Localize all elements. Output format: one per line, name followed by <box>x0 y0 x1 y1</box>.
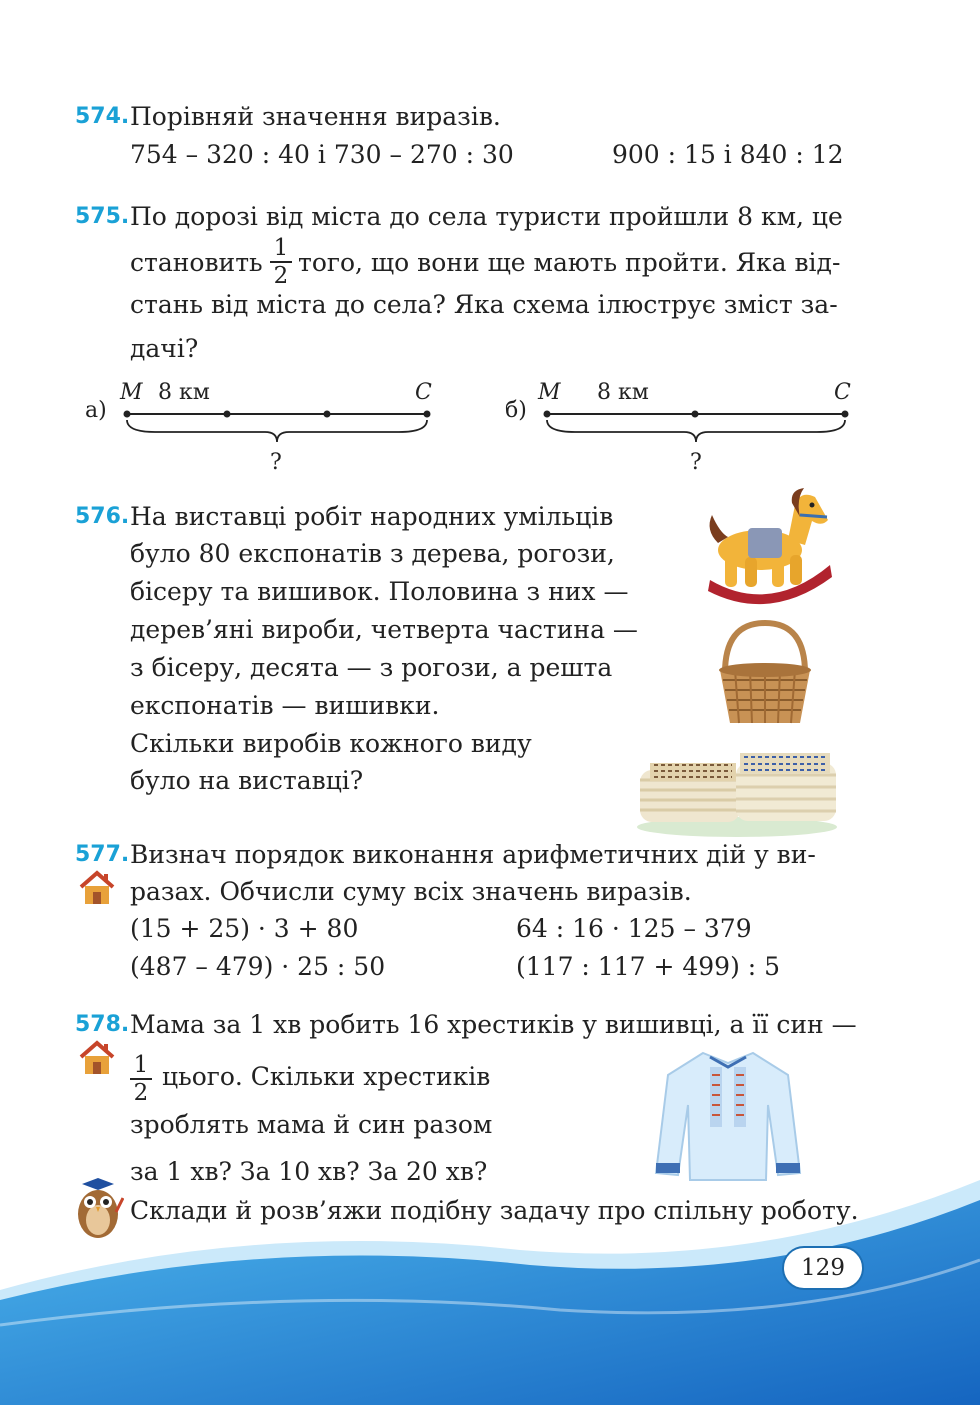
problem-578-line-4: за 1 хв? За 10 хв? За 20 хв? <box>130 1157 488 1186</box>
problem-578-number: 578. <box>75 1012 130 1037</box>
basket-image <box>715 618 815 728</box>
problem-578-line-2: цього. Скільки хрестиків <box>162 1062 491 1091</box>
fraction-denominator: 2 <box>133 1080 149 1106</box>
problem-575-line-1: По дорозі від міста до села туристи пройшли 8 км, це <box>130 202 843 231</box>
problem-576-line: бісеру та вишивок. Половина з них — <box>130 577 629 606</box>
diagram-b-label: б) <box>505 398 527 423</box>
problem-575-line-2b: того, що вони ще мають пройти. Яка від- <box>298 248 841 277</box>
problem-577-expression-4: (117 : 117 + 499) : 5 <box>516 952 781 981</box>
problem-578-line-3: зроблять мама й син разом <box>130 1110 493 1139</box>
embroidered-towels-image <box>632 745 842 840</box>
diagram-b-segment <box>535 400 865 450</box>
home-icon <box>77 1040 117 1076</box>
fraction-numerator: 1 <box>273 235 289 261</box>
diagram-a-end: C <box>415 380 432 405</box>
fraction-numerator: 1 <box>133 1052 149 1078</box>
rocking-horse-image <box>700 485 840 610</box>
diagram-a-distance: 8 км <box>158 380 210 405</box>
diagram-a-label: а) <box>85 398 107 423</box>
problem-576-line: дерев’яні вироби, четверта частина — <box>130 615 638 644</box>
problem-576-line: було 80 експонатів з дерева, рогози, <box>130 539 615 568</box>
problem-578-line-1: Мама за 1 хв робить 16 хрестиків у вишивці, а її син — <box>130 1010 857 1039</box>
diagram-b-end: C <box>834 380 851 405</box>
diagram-a-segment <box>115 400 445 450</box>
diagram-a-question: ? <box>270 450 282 475</box>
diagram-b-start: M <box>538 380 561 405</box>
problem-576-line: експонатів — вишивки. <box>130 691 440 720</box>
problem-575-fraction <box>270 236 292 288</box>
problem-577-expression-1: (15 + 25) · 3 + 80 <box>130 914 359 943</box>
problem-576-line: Скільки виробів кожного виду <box>130 729 532 758</box>
problem-575-line-2a: становить <box>130 248 263 277</box>
problem-576-line: було на виставці? <box>130 766 364 795</box>
diagram-b-question: ? <box>690 450 702 475</box>
problem-578-line-5: Склади й розв’яжи подібну задачу про спільну роботу. <box>130 1196 859 1225</box>
problem-577-number: 577. <box>75 842 130 867</box>
problem-574-expression-2: 900 : 15 і 840 : 12 <box>612 140 844 169</box>
problem-576-line: На виставці робіт народних умільців <box>130 502 614 531</box>
problem-574-expression-1: 754 – 320 : 40 і 730 – 270 : 30 <box>130 140 514 169</box>
diagram-b-distance: 8 км <box>597 380 649 405</box>
problem-576-number: 576. <box>75 504 130 529</box>
home-icon <box>77 870 117 906</box>
problem-577-expression-3: (487 – 479) · 25 : 50 <box>130 952 386 981</box>
diagram-a-start: M <box>120 380 143 405</box>
problem-575-line-4: дачі? <box>130 334 199 363</box>
page-number: 129 <box>782 1246 864 1290</box>
problem-577-line-2: разах. Обчисли суму всіх значень виразів. <box>130 877 692 906</box>
fraction-denominator: 2 <box>273 263 289 289</box>
problem-574-number: 574. <box>75 104 130 129</box>
problem-577-line-1: Визнач порядок виконання арифметичних дій у ви- <box>130 840 816 869</box>
problem-577-expression-2: 64 : 16 · 125 – 379 <box>516 914 752 943</box>
problem-574-text: Порівняй значення виразів. <box>130 102 501 131</box>
problem-576-line: з бісеру, десята — з рогози, а решта <box>130 653 613 682</box>
problem-575-number: 575. <box>75 204 130 229</box>
problem-575-line-3: стань від міста до села? Яка схема ілюструє зміст за- <box>130 290 838 319</box>
problem-578-fraction <box>130 1053 152 1105</box>
